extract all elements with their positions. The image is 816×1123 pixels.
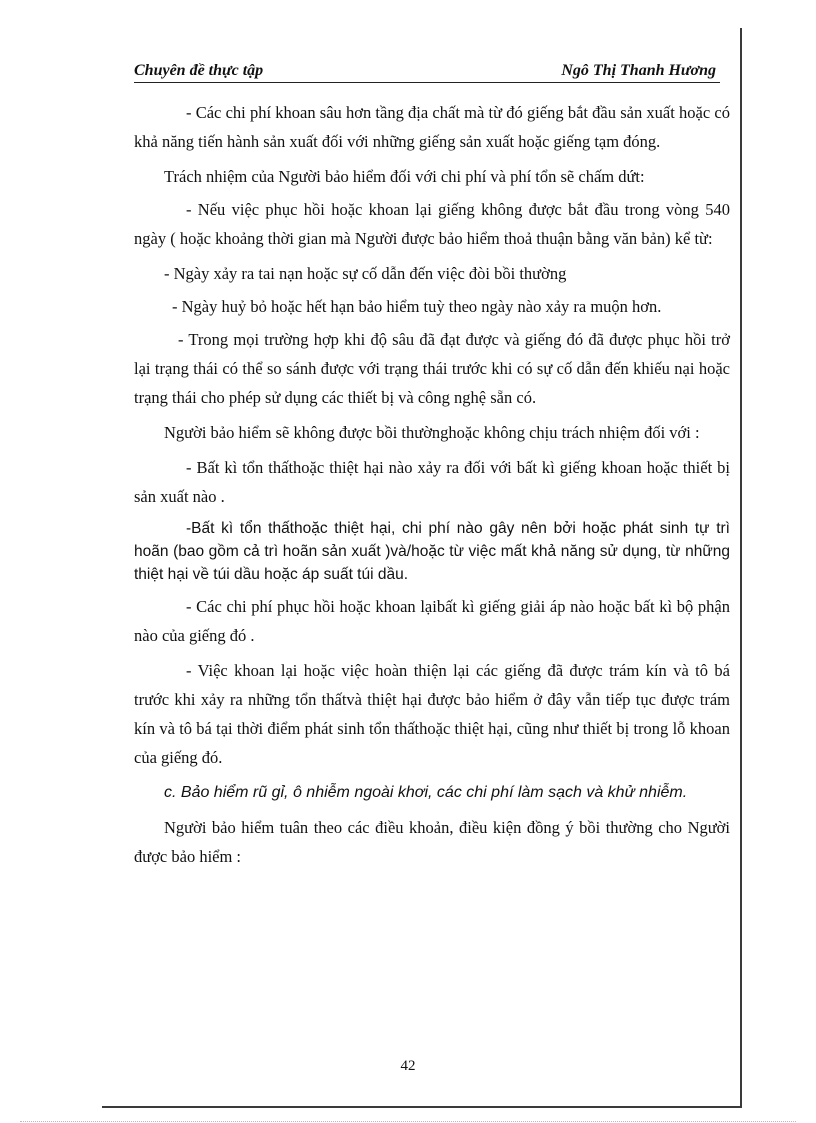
page-body: [134, 98, 730, 877]
paragraph-restoration-deadline: - Nếu việc phục hồi hoặc khoan lại giếng không được bắt đầu trong vòng 540 ngày ( hoặc khoảng thời gian mà Người được bảo hiểm thoả thuận bằng văn bản) kể từ:: [134, 200, 730, 248]
section-heading-c: c. Bảo hiểm rũ gỉ, ô nhiễm ngoài khơi, các chi phí làm sạch và khử nhiễm.: [164, 784, 688, 801]
paragraph-exclusion-delay: -Bất kì tổn thấthoặc thiệt hại, chi phí nào gây nên bởi hoặc phát sinh tự trì hoãn (bao gồm cả trì hoãn sản xuất )và/hoặc từ việc mất khả năng sử dụng, từ những thiệt hại về túi dầu hoặc áp suất túi dầu.: [134, 520, 730, 583]
paragraph-exclusion-wells: - Bất kì tổn thấthoặc thiệt hại nào xảy ra đối với bất kì giếng khoan hoặc thiết bị sản xuất nào .: [134, 458, 730, 506]
paragraph-exclusions-intro: Người bảo hiểm sẽ không được bồi thườnghoặc không chịu trách nhiệm đối với :: [164, 423, 700, 442]
header-document-title: Chuyên đề thực tập: [134, 62, 264, 79]
paragraph-exclusion-redrilling: - Việc khoan lại hoặc việc hoàn thiện lại các giếng đã được trám kín và tô bá trước khi xảy ra những tổn thấtvà thiệt hại được bảo hiểm ở đây vẫn tiếp tục được trám kín và tô bá tại thời điểm phát sinh tổn thấthoặc thiệt hại, cũng như thiết bị trong lỗ khoan của giếng đó.: [134, 661, 730, 767]
page-number: 42: [400, 1058, 416, 1074]
paragraph-exclusion-relief-well: - Các chi phí phục hồi hoặc khoan lạibất kì giếng giải áp nào hoặc bất kì bộ phận nào của giếng đó .: [134, 597, 730, 645]
paragraph-cancellation-date: - Ngày huỷ bỏ hoặc hết hạn bảo hiểm tuỳ theo ngày nào xảy ra muộn hơn.: [172, 297, 662, 316]
paragraph-accident-date: - Ngày xảy ra tai nạn hoặc sự cố dẫn đến việc đòi bồi thường: [164, 264, 567, 283]
header-author-name: Ngô Thị Thanh Hương: [561, 62, 716, 79]
paragraph-depth-reached: - Trong mọi trường hợp khi độ sâu đã đạt được và giếng đó đã được phục hồi trở lại trạng thái có thể so sánh được với trạng thái trước khi có sự cố dẫn đến khiếu nại hoặc trạng thái cho phép sử dụng các thiết bị và công nghệ sẵn có.: [134, 330, 730, 407]
paragraph-insurer-agrees: Người bảo hiểm tuân theo các điều khoản, điều kiện đồng ý bồi thường cho Người được bảo hiểm :: [134, 818, 730, 866]
page-header: [134, 56, 720, 83]
paragraph-drilling-costs: - Các chi phí khoan sâu hơn tầng địa chất mà từ đó giếng bắt đầu sản xuất hoặc có khả năng tiến hành sản xuất đối với những giếng sản xuất hoặc giếng tạm đóng.: [134, 103, 730, 151]
paragraph-liability-ends: Trách nhiệm của Người bảo hiểm đối với chi phí và phí tổn sẽ chấm dứt:: [164, 167, 645, 186]
page-break-divider: [20, 1121, 796, 1122]
